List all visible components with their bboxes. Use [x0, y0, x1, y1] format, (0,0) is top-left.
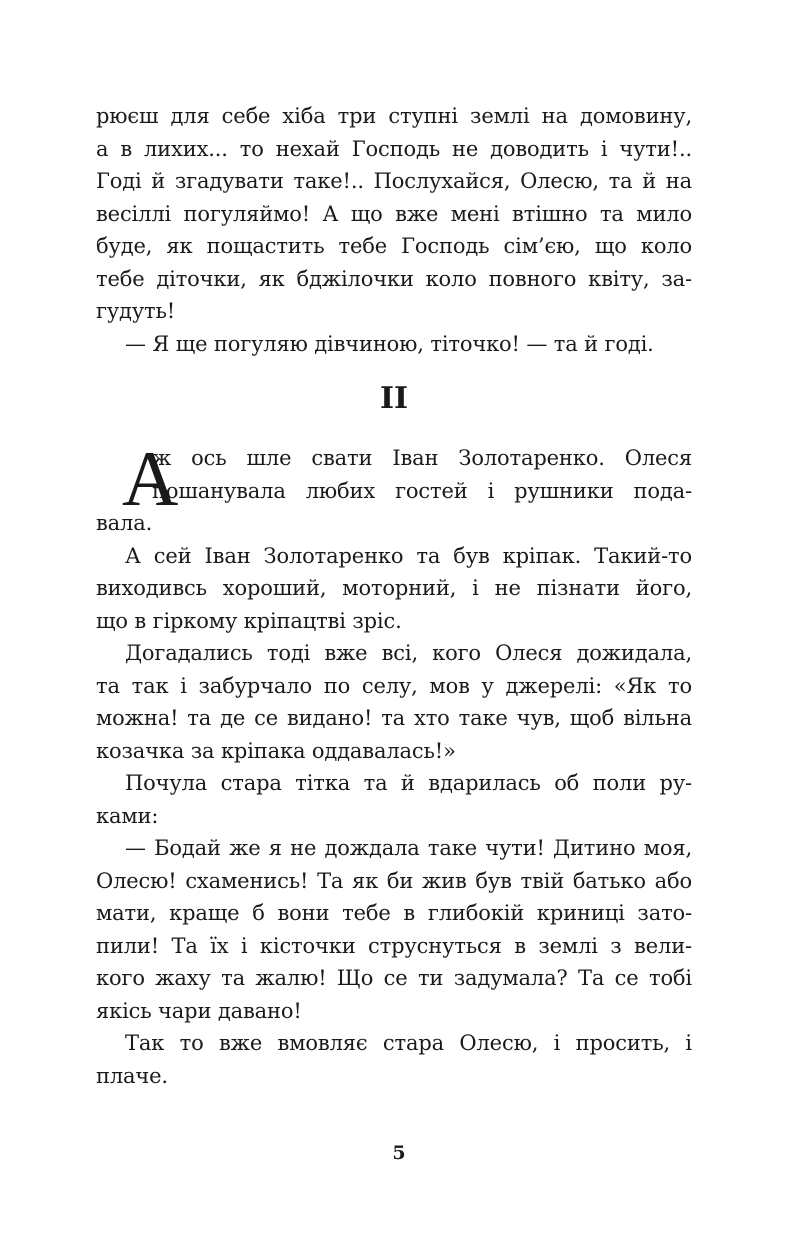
text-line: ками: [96, 803, 159, 828]
paragraph [96, 637, 692, 767]
text-line: рюєш для себе хіба три ступні землі на домовину, [96, 104, 692, 128]
reply-paragraph [96, 328, 692, 361]
text-line: весіллі погуляймо! А що вже мені втішно та мило [96, 201, 692, 226]
text-line: можна! та де се видано! та хто таке чув, щоб вільна [96, 706, 692, 730]
text-line: — Бодай же я не дождала таке чути! Дитино моя, [125, 836, 692, 860]
text-line: ж ось шле свати Іван Золотаренко. Олеся [152, 446, 692, 470]
text-line: Почула стара тітка та й вдарилась об поли ру- [125, 771, 692, 795]
text-line: — Я ще погуляю дівчиною, тіточко! — та й годі. [125, 331, 654, 356]
text-line: пили! Та їх і кісточки струснуться в землі з вели- [96, 933, 692, 958]
paragraph [96, 767, 692, 832]
text-line: якісь чари давано! [96, 998, 302, 1023]
paragraph [96, 1027, 692, 1092]
text-line: Так то вже вмовляє стара Олесю, і просить, і [125, 1031, 692, 1055]
text-line: вала. [96, 511, 153, 535]
drop-cap: А [122, 435, 179, 522]
text-line: та так і забурчало по селу, мов у джерелі: «Як то [96, 673, 692, 698]
paragraph [96, 832, 692, 1027]
page-number: 5 [392, 1142, 406, 1164]
text-line: А сей Іван Золотаренко та був кріпак. Такий-то [125, 543, 692, 568]
text-line: пошанувала любих гостей і рушники пода- [152, 478, 692, 503]
text-line: тебе діточки, як бджілочки коло повного квіту, за- [96, 266, 692, 291]
text-line: Олесю! схаменись! Та як би жив був твій батько або [96, 868, 692, 893]
intro-paragraph [96, 100, 692, 328]
text-line: що в гіркому кріпацтві зріс. [96, 608, 402, 633]
page-body [96, 100, 692, 1092]
text-line: виходивсь хороший, моторний, і не пізнати його, [96, 576, 692, 600]
text-line: буде, як пощастить тебе Господь сім’єю, що коло [96, 234, 692, 258]
chapter-heading: II [379, 381, 409, 416]
text-line: кого жаху та жалю! Що се ти задумала? Та се тобі [96, 966, 692, 990]
chapter-opening-paragraph [96, 435, 692, 540]
text-line: Догадались тоді вже всі, кого Олеся дожидала, [125, 641, 692, 665]
text-line: мати, краще б вони тебе в глибокій криниці зато- [96, 901, 692, 925]
paragraph [96, 540, 692, 638]
text-line: козачка за кріпака оддавалась!» [96, 738, 456, 763]
text-line: плаче. [96, 1063, 168, 1088]
text-line: гудуть! [96, 299, 176, 323]
text-line: а в лихих... то нехай Господь не доводить і чути!.. [96, 136, 692, 161]
text-line: Годі й згадувати таке!.. Послухайся, Олесю, та й на [96, 169, 692, 193]
